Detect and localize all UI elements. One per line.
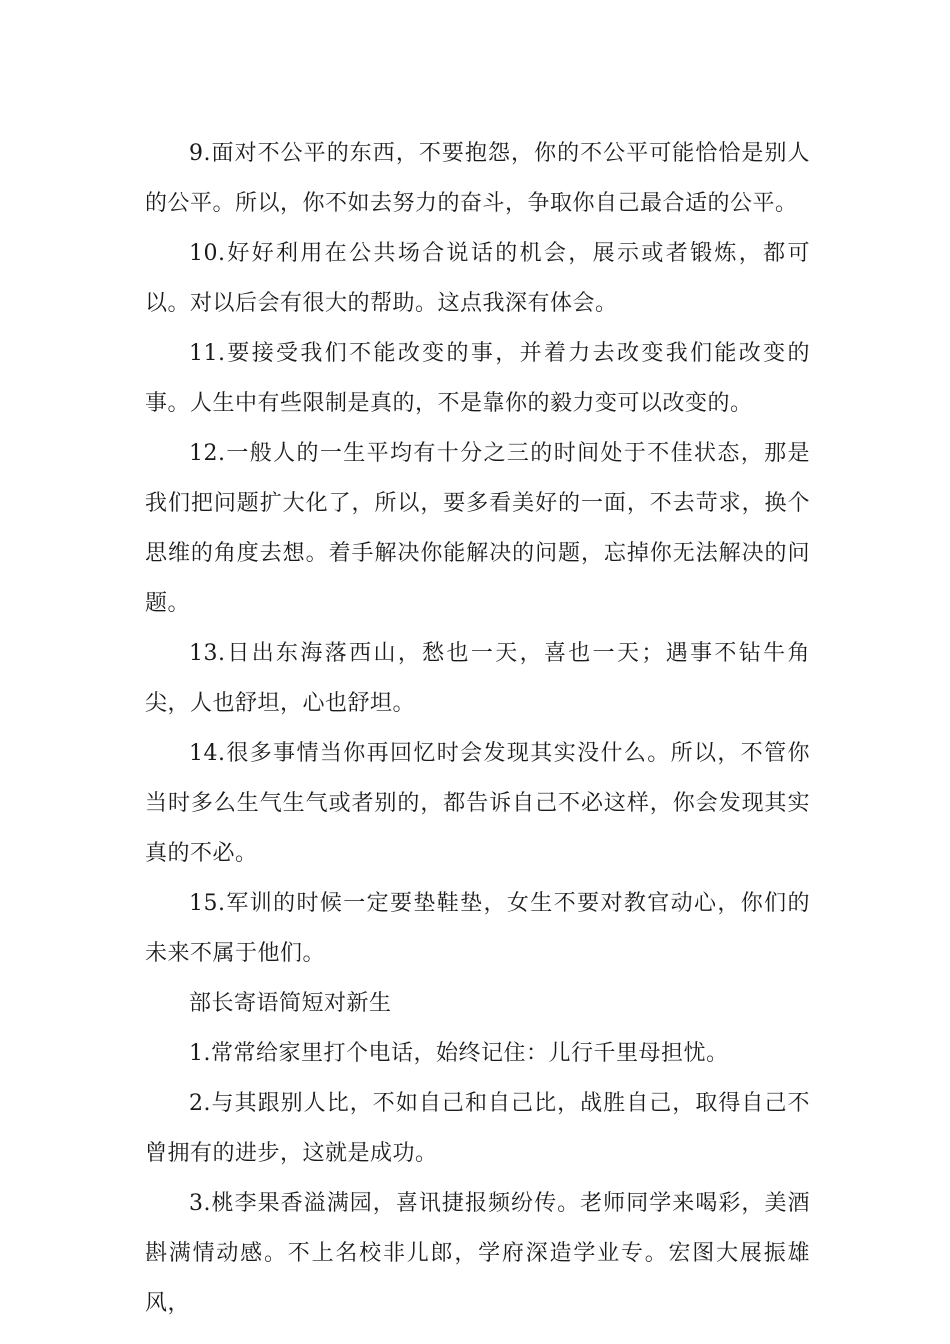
paragraph-item-14: 14.很多事情当你再回忆时会发现其实没什么。所以，不管你当时多么生气生气或者别的，都告诉自己不必这样，你会发现其实真的不必。 bbox=[145, 741, 810, 866]
paragraph-item-2: 2.与其跟别人比，不如自己和自己比，战胜自己，取得自己不曾拥有的进步，这就是成功。 bbox=[145, 1091, 810, 1166]
paragraph-item-3: 3.桃李果香溢满园，喜讯捷报频纷传。老师同学来喝彩，美酒斟满情动感。不上名校非儿郎，学府深造学业专。宏图大展振雄风， bbox=[145, 1191, 810, 1316]
section-heading: 部长寄语简短对新生 bbox=[189, 991, 392, 1016]
document-body bbox=[145, 129, 810, 1329]
paragraph-item-13: 13.日出东海落西山，愁也一天，喜也一天；遇事不钻牛角尖，人也舒坦，心也舒坦。 bbox=[145, 641, 810, 716]
paragraph-item-1: 1.常常给家里打个电话，始终记住：儿行千里母担忧。 bbox=[189, 1041, 729, 1066]
paragraph-item-9: 9.面对不公平的东西，不要抱怨，你的不公平可能恰恰是别人的公平。所以，你不如去努力的奋斗，争取你自己最合适的公平。 bbox=[145, 141, 810, 216]
paragraph-item-12: 12.一般人的一生平均有十分之三的时间处于不佳状态，那是我们把问题扩大化了，所以，要多看美好的一面，不去苛求，换个思维的角度去想。着手解决你能解决的问题，忘掉你无法解决的问题。 bbox=[145, 441, 810, 616]
paragraph-item-11: 11.要接受我们不能改变的事，并着力去改变我们能改变的事。人生中有些限制是真的，不是靠你的毅力变可以改变的。 bbox=[145, 341, 810, 416]
paragraph-item-10: 10.好好利用在公共场合说话的机会，展示或者锻炼，都可以。对以后会有很大的帮助。这点我深有体会。 bbox=[145, 241, 810, 316]
paragraph-item-15: 15.军训的时候一定要垫鞋垫，女生不要对教官动心，你们的未来不属于他们。 bbox=[145, 891, 810, 966]
